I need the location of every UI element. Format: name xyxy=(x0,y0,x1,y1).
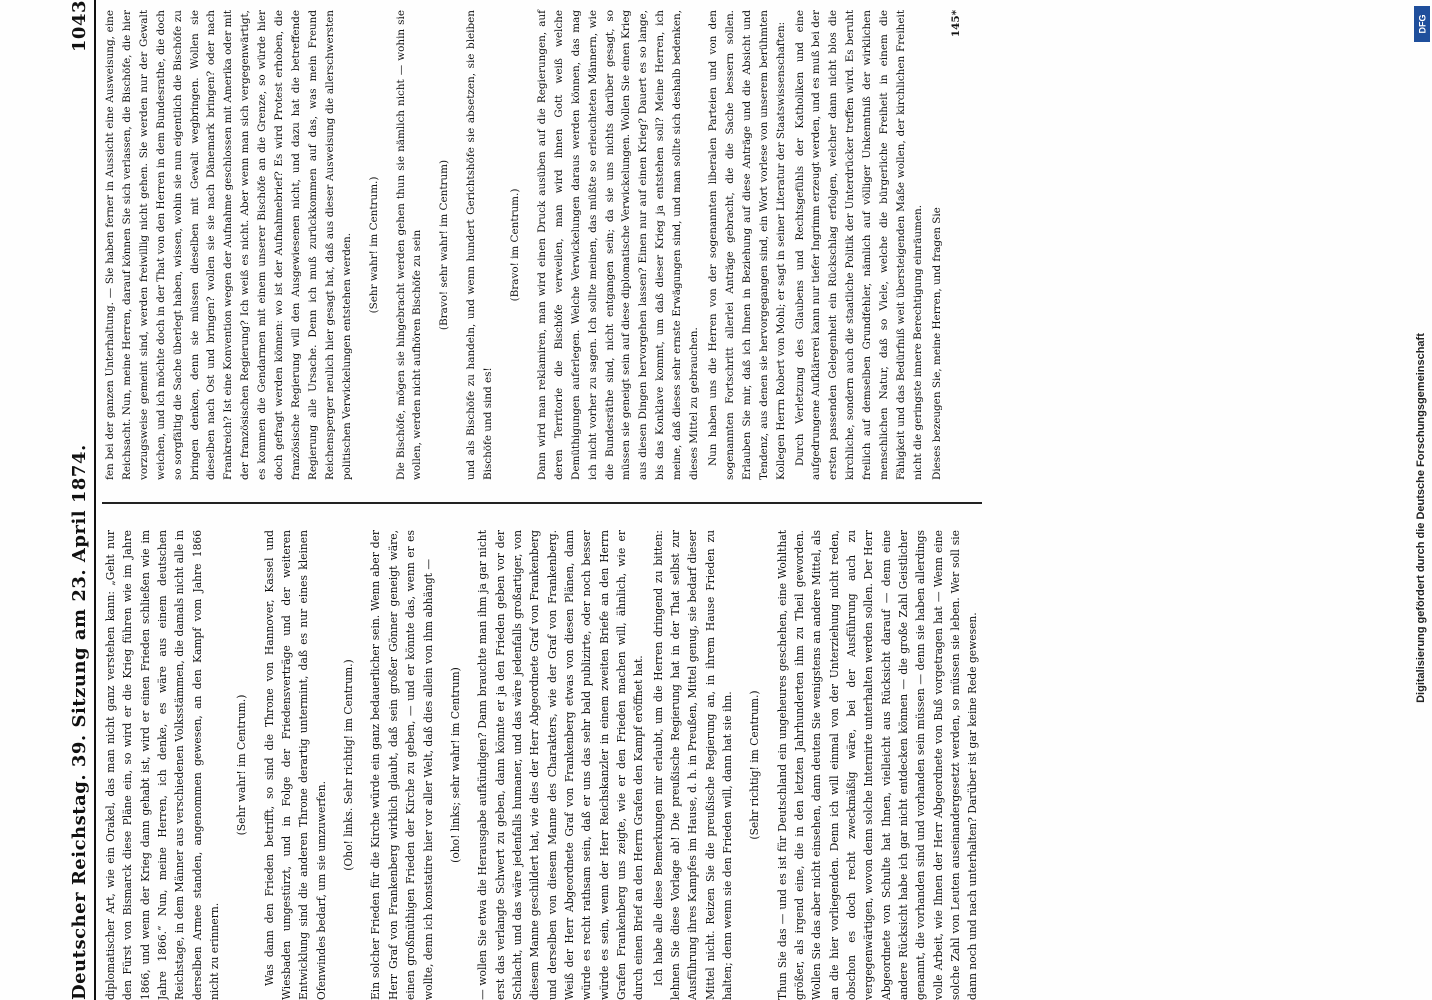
page-number: 1043 xyxy=(69,0,90,53)
interjection: (Bravo! sehr wahr! im Centrum) xyxy=(438,159,451,331)
column-divider xyxy=(102,503,982,505)
paragraph: Die Bischöfe, mögen sie hingebracht werden gehen thun sie nämlich nicht — wohin sie wollen, werden nicht aufhören Bischöfe zu sein xyxy=(394,10,424,480)
paragraph: und als Bischöfe zu handeln, und wenn hundert Gerichtshöfe sie absetzen, sie bleiben Bischöfe und sind es! xyxy=(465,10,495,480)
paragraph: Nun haben uns die Herren von der sogenannten liberalen Parteien und von den sogenannten Fortschritt allerlei Anträge gebracht, die die Sache bessern sollen. Erlauben Sie mir, daß ich Ihnen in Beziehung auf diese Anträge und die Absicht und Tendenz, aus denen sie hervorgegangen sind, ein Wort vorlese von unserem berühmten Kollegen Herrn Robert von Mohl; er sagt in seiner Literatur der Staatswissenschaften: xyxy=(707,10,787,480)
paragraph: Dann wird man reklamiren, man wird einen Druck ausüben auf die Regierungen, auf deren Territorie die Bischöfe verweilen, man wird ihnen Gott weiß welche Demüthigungen auferlegen. Welche Verwickelungen daraus werden können, das mag ich nicht vorher zu sagen. Ich sollte meinen, das müßte so erleuchteten Männern, wie die Bundesräthe sind, nicht entgangen sein; da sie uns nichts darüber gesagt, so müssen sie geneigt sein auf diese diplomatische Verwickelungen. Wollen Sie einen Krieg aus diesen Dingen hervorgehen lassen? Einen nur auf einen Krieg? Dauert es so lange, bis das Konklave kommt, um daß dieser Krieg ja entstehen soll? Meine Herren, ich meine, daß dieses sehr ernste Erwägungen sind, und man sollte sich deshalb bedenken, dieses Mittel zu gebrauchen. xyxy=(535,10,701,480)
interjection: (Sehr wahr! im Centrum.) xyxy=(367,176,380,314)
paragraph: Dieses bezeugen Sie, meine Herren, und fragen Sie xyxy=(930,207,943,480)
page-header xyxy=(50,0,90,1000)
interjection: (Oho! links. Sehr richtig! im Centrum.) xyxy=(342,659,356,871)
dfg-logo-icon xyxy=(1414,6,1430,42)
header-title: Deutscher Reichstag. 39. Sitzung am 23. April 1874. xyxy=(69,444,90,1000)
interjection: (Sehr richtig! im Centrum.) xyxy=(748,690,762,840)
right-text-column xyxy=(102,10,967,480)
left-text-column xyxy=(102,530,984,1000)
dfg-badge-label: DFG xyxy=(1417,14,1427,34)
paragraph: Ein solcher Frieden für die Kirche würde ein ganz bedauerlicher sein. Wenn aber der Herr Graf von Frankenberg wirklich glaubt, daß sein großer Gönner geneigt wäre, einen großmüthigen Frieden der Kirche zu geben, — und er könnte das, wenn er es wollte, denn ich konstatire hier vor aller Welt, daß dies allein von ihm abhängt — xyxy=(369,530,435,1000)
paragraph: diplomatischer Art, wie ein Orakel, das man nicht ganz verstehen kann: „Geht nur den Fürst von Bismarck diese Pläne ein, so wird er die Krieg führen wie im Jahre 1866, und wenn der Krieg dann gehabt ist, wird er einen Frieden schließen wie im Jahre 1866.“ Nun, meine Herren, ich denke, es wäre aus einem deutschen Reichstage, in dem Männer aus verschiedenen Volksstämmen, die damals nicht alle in derselben Armee standen, angenommen gewesen, an den Kampf vom Jahre 1866 nicht zu erinnern. xyxy=(104,530,222,1000)
interjection: (Bravo! im Centrum.) xyxy=(509,188,522,302)
paragraph: fen bei der ganzen Unterhaltung. — Sie haben ferner in Aussicht eine Ausweisung, eine Reichsacht. Nun, meine Herren, darauf können Sie sich verlassen, die Bischöfe, die hier vorzugsweise gemeint sind, werden freiwillig nicht gehen. Sie werden nur der Gewalt weichen, und ich möchte doch in der That von den Herren in dem Bundesrathe, die doch so sorgfältig die Sache überlegt haben, wissen, wohin sie nun eigentlich die Bischöfe zu bringen denken, denn sie müssen dieselben mit Gewalt wegbringen. Wollen sie dieselben nach Ost und bringen? wollen sie sie nach Dänemark bringen? oder nach Frankreich? Ist eine Konvention wegen der Aufnahme geschlossen mit Amerika oder mit der französischen Regierung? Ich weiß es nicht. Aber wenn man sich vergegenwärtigt, es kommen die Gendarmen mit einem unserer Bischöfe an die Grenze, so würde hier doch gefragt werden können: wo ist der Aufnahmebrief? Es wird Protest erhoben, die französische Regierung will den Ausgewiesenen nicht, und dazu hat die betreffende Regierung alle Ursache. Denn ich muß zurückkommen auf das, was mein Freund Reichensperger neulich hier gesagt hat, daß aus dieser Ausweisung die allerschwersten politischen Verwickelungen entstehen werden. xyxy=(104,10,353,480)
rotated-newspaper-sheet xyxy=(50,0,1410,1000)
interjection: (oho! links; sehr wahr! im Centrum) xyxy=(448,667,462,863)
interjection: (Sehr wahr! im Centrum.) xyxy=(235,694,249,836)
paragraph: — wollen Sie etwa die Herausgabe aufkündigen? Dann brauchte man ihm ja gar nicht erst das verlangte Schwert zu geben, dann könnte er ja den Frieden geben vor der Schlacht, und das wäre jedenfalls humaner, und das wäre jedenfalls großartiger, von diesem Manne geschildert hat, wie dies der Herr Abgeordnete Graf von Frankenberg und derselben von diesem Manne des Charakters, wie der Graf von Frankenberg. Weiß der Herr Abgeordnete Graf von Frankenberg etwas von diesen Plänen, dann würde es recht rathsam sein, daß er uns das sehr bald publizirte, oder noch besser würde es sein, wenn der Herr Reichskanzler in einem zweiten Briefe an den Herrn Grafen Frankenberg uns zeigte, wie er den Frieden machen will, ähnlich, wie er durch einen Brief an den Herrn Grafen den Kampf eröffnet hat. xyxy=(476,530,646,1000)
credit-strip xyxy=(1412,48,1430,988)
paragraph: Was dann den Frieden betrifft, so sind die Throne von Hannover, Kassel und Wiesbaden umgestürzt, und in Folge der Friedensverträge und der weiteren Entwicklung sind die anderen Throne derartig untermint, daß es nur eines kleinen Ofenwindes bedarf, um sie umzuwerfen. xyxy=(262,530,328,1000)
paragraph: Ich habe alle diese Bemerkungen mir erlaubt, um die Herren dringend zu bitten: lehnen Sie diese Vorlage ab! Die preußische Regierung hat in der That selbst zur Ausführung ihres Kampfes im Hause, d. h. in Preußen, Mittel genug, sie bedarf dieser Mittel nicht. Reizen Sie die preußische Regierung an, in ihrem Hause Frieden zu halten; denn wenn sie den Frieden will, dann hat sie ihn. xyxy=(651,530,734,1000)
footer-signature: 145* xyxy=(949,10,962,38)
digitization-credit: Digitalisierung gefördert durch die Deutsche Forschungsgemeinschaft xyxy=(1415,333,1427,703)
header-rule xyxy=(94,0,96,1000)
paragraph: Durch Verletzung des Glaubens und Rechtsgefühls der Katholiken und eine aufgedrungene Aufklärerei kann nur tiefer Ingrimm erzeugt werden, und es muß bei der ersten passenden Gelegenheit ein Rückschlag erfolgen, welcher dann nicht blos die kirchliche, sondern auch die staatliche Politik der Unterdrücker treffen wird. Es beruht freilich auf demselben Grundfehler, nämlich auf völliger Unkenntniß der wirklichen menschlichen Natur, daß so Viele, welche die bürgerliche Freiheit in einem die Fähigkeit und das Bedürfniß weit übersteigenden Maße wollen, der kirchlichen Freiheit nicht die geringste innere Berechtigung einräumen. xyxy=(793,10,924,480)
paragraph: Thun Sie das — und es ist für Deutschland ein ungeheures geschehen, eine Wohlthat größer, als irgend eine, die in den letzten Jahrhunderten ihm zu Theil geworden. Wollen Sie das aber nicht einsehen, dann deuten Sie wenigstens an andere Mittel, als an die hier vorliegenden. Denn ich will einmal von der Unterziehung nicht reden, obschon es doch recht zweckmäßig wäre, bei der Ausführung auch zu vergegenwärtigen, wovon denn solche Internirte unterhalten werden sollen. Der Herr Abgeordnete von Schulte hat Ihnen, vielleicht aus Rücksicht darauf — denn eine andere Rücksicht habe ich gar nicht entdecken können — die große Zahl Geistlicher genannt, die vorhanden sind und vorhanden sein müssen — denn sie haben allerdings volle Arbeit, wie Ihnen der Herr Abgeordnete von Buß vorgetragen hat — Wenn eine solche Zahl von Leuten auseinandergesetzt werden, so müssen sie leben. Wer soll sie dann noch und nach unterhalten? Darüber ist gar keine Rede gewesen. xyxy=(775,530,980,1000)
